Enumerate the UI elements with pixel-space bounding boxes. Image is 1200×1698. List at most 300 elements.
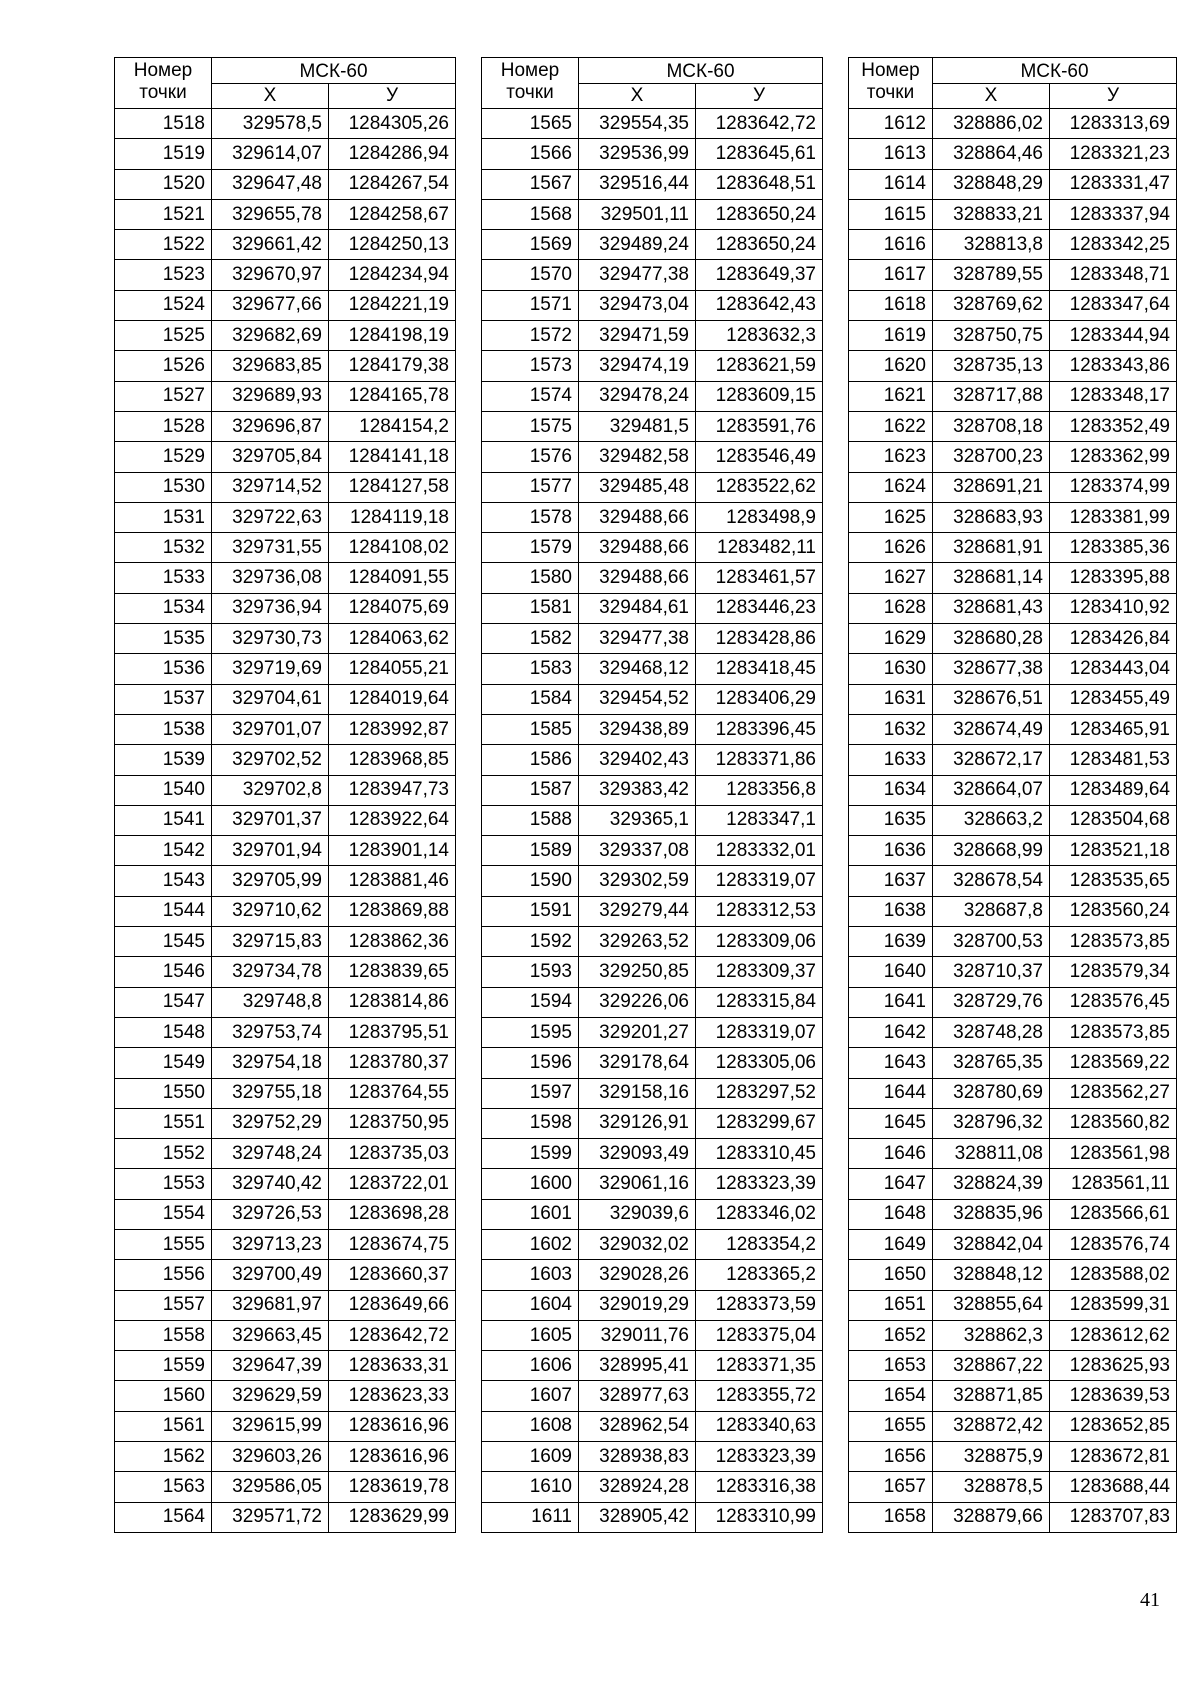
y-coordinate-cell: 1283332,01 [696, 836, 823, 866]
point-number-cell: 1537 [115, 684, 212, 714]
point-number-cell: 1624 [849, 472, 933, 502]
y-coordinate-cell: 1284091,55 [329, 563, 456, 593]
x-coordinate-cell: 329736,08 [212, 563, 329, 593]
y-coordinate-cell: 1283707,83 [1050, 1502, 1177, 1532]
x-coordinate-cell: 328878,5 [933, 1472, 1050, 1502]
point-number-cell: 1576 [482, 442, 579, 472]
point-number-cell: 1569 [482, 230, 579, 260]
x-coordinate-cell: 329731,55 [212, 533, 329, 563]
coordinate-table-3 [848, 57, 1177, 1533]
x-coordinate-cell: 329689,93 [212, 381, 329, 411]
y-coordinate-cell: 1283381,99 [1050, 502, 1177, 532]
point-number-cell: 1561 [115, 1411, 212, 1441]
point-number-cell: 1653 [849, 1351, 933, 1381]
table-row [482, 1017, 823, 1047]
point-number-cell: 1583 [482, 654, 579, 684]
x-coordinate-cell: 328875,9 [933, 1442, 1050, 1472]
table-row [115, 624, 456, 654]
y-coordinate-cell: 1283573,85 [1050, 927, 1177, 957]
point-number-cell: 1523 [115, 260, 212, 290]
point-number-cell: 1555 [115, 1229, 212, 1259]
table-row [482, 836, 823, 866]
y-coordinate-cell: 1283780,37 [329, 1048, 456, 1078]
y-coordinate-cell: 1283616,96 [329, 1442, 456, 1472]
x-coordinate-cell: 329093,49 [579, 1139, 696, 1169]
x-coordinate-cell: 329536,99 [579, 139, 696, 169]
table-row [482, 502, 823, 532]
y-coordinate-cell: 1283619,78 [329, 1472, 456, 1502]
y-coordinate-cell: 1283371,86 [696, 745, 823, 775]
point-number-cell: 1639 [849, 927, 933, 957]
y-coordinate-cell: 1283371,35 [696, 1351, 823, 1381]
y-coordinate-cell: 1283992,87 [329, 714, 456, 744]
y-coordinate-cell: 1283455,49 [1050, 684, 1177, 714]
table-row [849, 1229, 1177, 1259]
table-row [482, 1199, 823, 1229]
table-row [849, 472, 1177, 502]
coordinate-table-2 [481, 57, 823, 1533]
point-number-cell: 1605 [482, 1320, 579, 1350]
point-number-cell: 1544 [115, 896, 212, 926]
y-coordinate-cell: 1283315,84 [696, 987, 823, 1017]
point-number-cell: 1603 [482, 1260, 579, 1290]
x-coordinate-cell: 328871,85 [933, 1381, 1050, 1411]
table-row [849, 199, 1177, 229]
x-coordinate-cell: 329683,85 [212, 351, 329, 381]
point-number-cell: 1534 [115, 593, 212, 623]
table-row [115, 745, 456, 775]
table-row [482, 1169, 823, 1199]
y-coordinate-cell: 1284127,58 [329, 472, 456, 502]
x-header: Х [933, 84, 1050, 109]
table-row [849, 987, 1177, 1017]
y-coordinate-cell: 1283443,04 [1050, 654, 1177, 684]
x-coordinate-cell: 329702,8 [212, 775, 329, 805]
table-row [482, 957, 823, 987]
y-coordinate-cell: 1283319,07 [696, 1017, 823, 1047]
y-coordinate-cell: 1283881,46 [329, 866, 456, 896]
x-coordinate-cell: 329753,74 [212, 1017, 329, 1047]
point-number-cell: 1631 [849, 684, 933, 714]
x-coordinate-cell: 328995,41 [579, 1351, 696, 1381]
x-coordinate-cell: 329682,69 [212, 321, 329, 351]
x-coordinate-cell: 328789,55 [933, 260, 1050, 290]
point-number-cell: 1644 [849, 1078, 933, 1108]
point-number-cell: 1610 [482, 1472, 579, 1502]
x-coordinate-cell: 329754,18 [212, 1048, 329, 1078]
y-coordinate-cell: 1283947,73 [329, 775, 456, 805]
table-row [482, 866, 823, 896]
table-row [115, 836, 456, 866]
x-coordinate-cell: 329663,45 [212, 1320, 329, 1350]
table-row [115, 896, 456, 926]
y-coordinate-cell: 1284305,26 [329, 109, 456, 139]
x-coordinate-cell: 328824,39 [933, 1169, 1050, 1199]
x-coordinate-cell: 329726,53 [212, 1199, 329, 1229]
point-number-cell: 1533 [115, 563, 212, 593]
y-coordinate-cell: 1283426,84 [1050, 624, 1177, 654]
table-row [115, 1048, 456, 1078]
table-row [482, 1320, 823, 1350]
table-row [482, 139, 823, 169]
table-row [482, 321, 823, 351]
point-number-cell: 1573 [482, 351, 579, 381]
y-coordinate-cell: 1283546,49 [696, 442, 823, 472]
point-number-cell: 1602 [482, 1229, 579, 1259]
y-coordinate-cell: 1283649,37 [696, 260, 823, 290]
point-number-cell: 1521 [115, 199, 212, 229]
x-coordinate-cell: 329661,42 [212, 230, 329, 260]
y-coordinate-cell: 1283375,04 [696, 1320, 823, 1350]
table-row [115, 109, 456, 139]
table-row [482, 684, 823, 714]
table-row [482, 533, 823, 563]
x-coordinate-cell: 329028,26 [579, 1260, 696, 1290]
table-row [482, 624, 823, 654]
point-number-cell: 1522 [115, 230, 212, 260]
y-coordinate-cell: 1283465,91 [1050, 714, 1177, 744]
y-coordinate-cell: 1283862,36 [329, 927, 456, 957]
point-number-cell: 1634 [849, 775, 933, 805]
y-coordinate-cell: 1283649,66 [329, 1290, 456, 1320]
point-number-cell: 1590 [482, 866, 579, 896]
x-coordinate-cell: 328680,28 [933, 624, 1050, 654]
y-coordinate-cell: 1283795,51 [329, 1017, 456, 1047]
table-row [115, 1169, 456, 1199]
table-row [849, 1169, 1177, 1199]
y-coordinate-cell: 1284234,94 [329, 260, 456, 290]
table-row [482, 714, 823, 744]
x-header: Х [579, 84, 696, 109]
y-coordinate-cell: 1283869,88 [329, 896, 456, 926]
point-number-cell: 1574 [482, 381, 579, 411]
y-coordinate-cell: 1283343,86 [1050, 351, 1177, 381]
y-coordinate-cell: 1283562,27 [1050, 1078, 1177, 1108]
point-number-cell: 1565 [482, 109, 579, 139]
y-coordinate-cell: 1283968,85 [329, 745, 456, 775]
table-row [849, 1048, 1177, 1078]
y-coordinate-cell: 1283612,62 [1050, 1320, 1177, 1350]
point-number-cell: 1617 [849, 260, 933, 290]
y-coordinate-cell: 1283385,36 [1050, 533, 1177, 563]
x-coordinate-cell: 329039,6 [579, 1199, 696, 1229]
y-coordinate-cell: 1283645,61 [696, 139, 823, 169]
y-coordinate-cell: 1284119,18 [329, 502, 456, 532]
table-row [482, 1411, 823, 1441]
point-number-cell: 1600 [482, 1169, 579, 1199]
point-number-cell: 1530 [115, 472, 212, 502]
y-coordinate-cell: 1284141,18 [329, 442, 456, 472]
y-coordinate-cell: 1283337,94 [1050, 199, 1177, 229]
y-coordinate-cell: 1283764,55 [329, 1078, 456, 1108]
x-coordinate-cell: 328769,62 [933, 290, 1050, 320]
x-coordinate-cell: 329701,94 [212, 836, 329, 866]
table-row [482, 1260, 823, 1290]
point-number-cell: 1551 [115, 1108, 212, 1138]
point-number-cell: 1586 [482, 745, 579, 775]
table-row [482, 775, 823, 805]
y-coordinate-cell: 1283535,65 [1050, 866, 1177, 896]
x-coordinate-cell: 329485,48 [579, 472, 696, 502]
table-row [115, 1442, 456, 1472]
y-coordinate-cell: 1283406,29 [696, 684, 823, 714]
y-coordinate-cell: 1283297,52 [696, 1078, 823, 1108]
y-coordinate-cell: 1284108,02 [329, 533, 456, 563]
y-coordinate-cell: 1283642,72 [696, 109, 823, 139]
x-coordinate-cell: 329488,66 [579, 533, 696, 563]
x-coordinate-cell: 329226,06 [579, 987, 696, 1017]
x-coordinate-cell: 329719,69 [212, 654, 329, 684]
x-coordinate-cell: 329578,5 [212, 109, 329, 139]
point-number-cell: 1654 [849, 1381, 933, 1411]
point-number-cell: 1622 [849, 411, 933, 441]
y-coordinate-cell: 1283623,33 [329, 1381, 456, 1411]
x-coordinate-cell: 328765,35 [933, 1048, 1050, 1078]
point-number-cell: 1647 [849, 1169, 933, 1199]
point-number-cell: 1621 [849, 381, 933, 411]
y-coordinate-cell: 1284179,38 [329, 351, 456, 381]
x-coordinate-cell: 329477,38 [579, 260, 696, 290]
table-row [849, 896, 1177, 926]
x-coordinate-cell: 329454,52 [579, 684, 696, 714]
table-row [849, 1290, 1177, 1320]
x-coordinate-cell: 329710,62 [212, 896, 329, 926]
table-row [482, 199, 823, 229]
x-coordinate-cell: 328681,91 [933, 533, 1050, 563]
point-number-cell: 1656 [849, 1442, 933, 1472]
table-row [115, 593, 456, 623]
table-row [115, 502, 456, 532]
y-coordinate-cell: 1283323,39 [696, 1442, 823, 1472]
y-coordinate-cell: 1283750,95 [329, 1108, 456, 1138]
y-coordinate-cell: 1283722,01 [329, 1169, 456, 1199]
table-row [849, 1442, 1177, 1472]
x-coordinate-cell: 329647,39 [212, 1351, 329, 1381]
point-number-cell: 1526 [115, 351, 212, 381]
point-number-cell: 1651 [849, 1290, 933, 1320]
point-number-cell: 1598 [482, 1108, 579, 1138]
x-coordinate-cell: 328924,28 [579, 1472, 696, 1502]
point-number-cell: 1648 [849, 1199, 933, 1229]
x-coordinate-cell: 329677,66 [212, 290, 329, 320]
x-coordinate-cell: 329705,84 [212, 442, 329, 472]
x-coordinate-cell: 329250,85 [579, 957, 696, 987]
point-number-cell: 1587 [482, 775, 579, 805]
x-coordinate-cell: 329615,99 [212, 1411, 329, 1441]
x-coordinate-cell: 329701,37 [212, 805, 329, 835]
x-coordinate-cell: 329061,16 [579, 1169, 696, 1199]
x-coordinate-cell: 328729,76 [933, 987, 1050, 1017]
table-row [849, 866, 1177, 896]
x-coordinate-cell: 329714,52 [212, 472, 329, 502]
table-row [115, 1320, 456, 1350]
y-coordinate-cell: 1283650,24 [696, 230, 823, 260]
x-coordinate-cell: 329748,8 [212, 987, 329, 1017]
x-coordinate-cell: 328862,3 [933, 1320, 1050, 1350]
x-coordinate-cell: 329647,48 [212, 169, 329, 199]
y-coordinate-cell: 1283588,02 [1050, 1260, 1177, 1290]
x-coordinate-cell: 329438,89 [579, 714, 696, 744]
table-row [849, 290, 1177, 320]
y-coordinate-cell: 1284286,94 [329, 139, 456, 169]
x-coordinate-cell: 328748,28 [933, 1017, 1050, 1047]
point-number-cell: 1549 [115, 1048, 212, 1078]
table-row [115, 1381, 456, 1411]
y-coordinate-cell: 1283410,92 [1050, 593, 1177, 623]
y-coordinate-cell: 1283674,75 [329, 1229, 456, 1259]
y-coordinate-cell: 1283599,31 [1050, 1290, 1177, 1320]
y-coordinate-cell: 1283348,17 [1050, 381, 1177, 411]
x-coordinate-cell: 328938,83 [579, 1442, 696, 1472]
x-coordinate-cell: 328687,8 [933, 896, 1050, 926]
y-coordinate-cell: 1283312,53 [696, 896, 823, 926]
point-number-cell: 1636 [849, 836, 933, 866]
x-coordinate-cell: 329748,24 [212, 1139, 329, 1169]
x-coordinate-cell: 329755,18 [212, 1078, 329, 1108]
y-coordinate-cell: 1283316,38 [696, 1472, 823, 1502]
x-coordinate-cell: 329279,44 [579, 896, 696, 926]
point-number-cell: 1554 [115, 1199, 212, 1229]
point-number-cell: 1608 [482, 1411, 579, 1441]
point-number-cell: 1592 [482, 927, 579, 957]
y-coordinate-cell: 1283632,3 [696, 321, 823, 351]
y-coordinate-cell: 1283639,53 [1050, 1381, 1177, 1411]
point-number-cell: 1657 [849, 1472, 933, 1502]
y-coordinate-cell: 1283576,45 [1050, 987, 1177, 1017]
y-coordinate-cell: 1283561,98 [1050, 1139, 1177, 1169]
x-coordinate-cell: 329484,61 [579, 593, 696, 623]
point-number-cell: 1560 [115, 1381, 212, 1411]
x-coordinate-cell: 329011,76 [579, 1320, 696, 1350]
y-coordinate-cell: 1283560,24 [1050, 896, 1177, 926]
point-number-cell: 1595 [482, 1017, 579, 1047]
y-coordinate-cell: 1283591,76 [696, 411, 823, 441]
table-row [849, 1078, 1177, 1108]
table-row [849, 1381, 1177, 1411]
point-number-cell: 1575 [482, 411, 579, 441]
table-row [482, 169, 823, 199]
table-row [482, 927, 823, 957]
point-number-cell: 1538 [115, 714, 212, 744]
table-row [849, 836, 1177, 866]
point-number-cell: 1529 [115, 442, 212, 472]
x-coordinate-cell: 329713,23 [212, 1229, 329, 1259]
table-row [849, 351, 1177, 381]
table-row [115, 381, 456, 411]
table-row [115, 866, 456, 896]
table-row [482, 472, 823, 502]
x-coordinate-cell: 328842,04 [933, 1229, 1050, 1259]
x-coordinate-cell: 329263,52 [579, 927, 696, 957]
point-number-cell: 1553 [115, 1169, 212, 1199]
table-row [482, 351, 823, 381]
point-number-cell: 1518 [115, 109, 212, 139]
table-row [482, 1229, 823, 1259]
point-number-cell: 1559 [115, 1351, 212, 1381]
x-coordinate-cell: 328672,17 [933, 745, 1050, 775]
x-coordinate-cell: 328681,43 [933, 593, 1050, 623]
point-number-cell: 1546 [115, 957, 212, 987]
point-number-cell: 1564 [115, 1502, 212, 1532]
table-row [115, 533, 456, 563]
table-row [115, 1139, 456, 1169]
point-number-cell: 1614 [849, 169, 933, 199]
point-number-cell: 1585 [482, 714, 579, 744]
point-number-cell: 1611 [482, 1502, 579, 1532]
x-coordinate-cell: 329696,87 [212, 411, 329, 441]
table-row [849, 321, 1177, 351]
point-number-cell: 1643 [849, 1048, 933, 1078]
y-coordinate-cell: 1283579,34 [1050, 957, 1177, 987]
y-coordinate-cell: 1283355,72 [696, 1381, 823, 1411]
y-coordinate-cell: 1283348,71 [1050, 260, 1177, 290]
x-coordinate-cell: 329614,07 [212, 139, 329, 169]
point-number-cell: 1520 [115, 169, 212, 199]
point-number-cell: 1629 [849, 624, 933, 654]
point-number-cell: 1581 [482, 593, 579, 623]
y-header: У [696, 84, 823, 109]
table-row [115, 169, 456, 199]
y-coordinate-cell: 1283521,18 [1050, 836, 1177, 866]
point-number-cell: 1579 [482, 533, 579, 563]
table-row [115, 684, 456, 714]
y-coordinate-cell: 1284221,19 [329, 290, 456, 320]
x-coordinate-cell: 328796,32 [933, 1108, 1050, 1138]
table-row [849, 109, 1177, 139]
y-coordinate-cell: 1283323,39 [696, 1169, 823, 1199]
table-row [849, 381, 1177, 411]
table-row [849, 805, 1177, 835]
y-coordinate-cell: 1284055,21 [329, 654, 456, 684]
point-number-cell: 1620 [849, 351, 933, 381]
table-row [482, 745, 823, 775]
table-row [849, 1472, 1177, 1502]
y-coordinate-cell: 1283629,99 [329, 1502, 456, 1532]
y-coordinate-cell: 1283418,45 [696, 654, 823, 684]
point-number-cell: 1607 [482, 1381, 579, 1411]
x-coordinate-cell: 329734,78 [212, 957, 329, 987]
x-coordinate-cell: 328833,21 [933, 199, 1050, 229]
table-row [115, 351, 456, 381]
x-coordinate-cell: 328811,08 [933, 1139, 1050, 1169]
x-coordinate-cell: 328677,38 [933, 654, 1050, 684]
point-number-cell: 1612 [849, 109, 933, 139]
x-coordinate-cell: 328683,93 [933, 502, 1050, 532]
y-coordinate-cell: 1283310,45 [696, 1139, 823, 1169]
x-coordinate-cell: 329501,11 [579, 199, 696, 229]
point-number-cell: 1599 [482, 1139, 579, 1169]
point-number-cell: 1626 [849, 533, 933, 563]
point-number-cell: 1646 [849, 1139, 933, 1169]
point-number-cell: 1635 [849, 805, 933, 835]
point-number-cell: 1545 [115, 927, 212, 957]
y-coordinate-cell: 1283309,06 [696, 927, 823, 957]
point-number-cell: 1568 [482, 199, 579, 229]
point-number-cell: 1615 [849, 199, 933, 229]
y-coordinate-cell: 1283395,88 [1050, 563, 1177, 593]
y-coordinate-cell: 1283561,11 [1050, 1169, 1177, 1199]
table-row [849, 1017, 1177, 1047]
x-coordinate-cell: 328977,63 [579, 1381, 696, 1411]
x-coordinate-cell: 328848,29 [933, 169, 1050, 199]
x-coordinate-cell: 328872,42 [933, 1411, 1050, 1441]
y-coordinate-cell: 1283642,43 [696, 290, 823, 320]
x-coordinate-cell: 328848,12 [933, 1260, 1050, 1290]
x-coordinate-cell: 329473,04 [579, 290, 696, 320]
x-coordinate-cell: 328710,37 [933, 957, 1050, 987]
point-number-cell: 1535 [115, 624, 212, 654]
y-header: У [329, 84, 456, 109]
